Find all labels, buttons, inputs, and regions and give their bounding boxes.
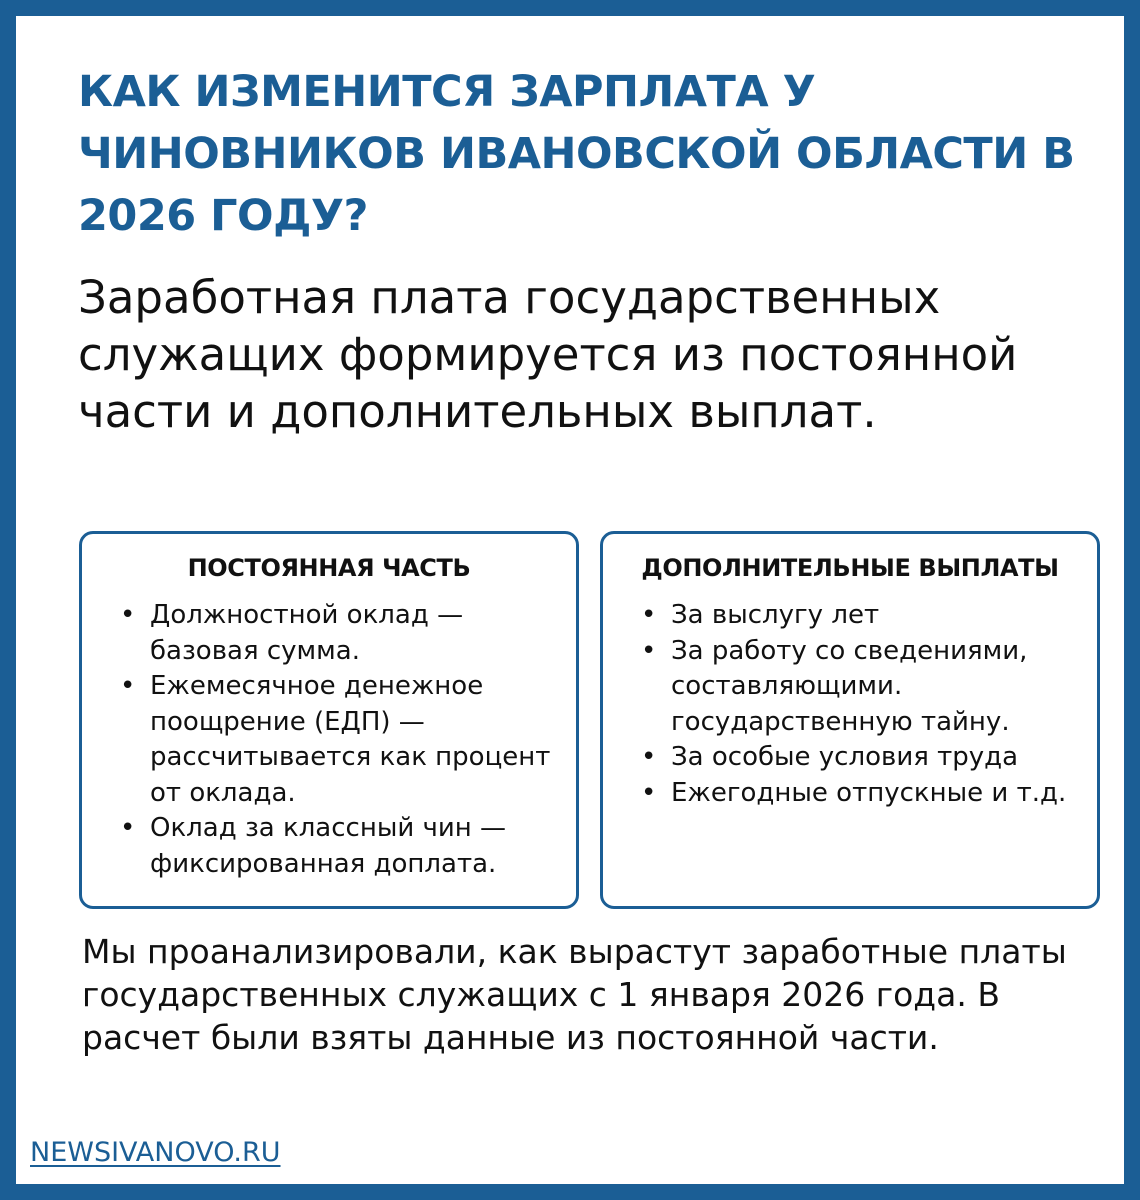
bullet-icon: •	[120, 600, 136, 630]
card-title: ДОПОЛНИТЕЛЬНЫЕ ВЫПЛАТЫ	[641, 554, 1059, 582]
list-item-text: Оклад за классный чин — фиксированная доплата.	[150, 813, 507, 879]
bullet-list	[82, 598, 576, 882]
bullet-icon: •	[641, 742, 657, 772]
list-item-text: Ежемесячное денежное поощрение (ЕДП) — рассчитывается как процент от оклада.	[150, 671, 551, 808]
bullet-icon: •	[641, 635, 657, 666]
list-item	[120, 669, 576, 811]
list-item-text: Должностной оклад — базовая сумма.	[150, 600, 464, 666]
page-title: КАК ИЗМЕНИТСЯ ЗАРПЛАТА У ЧИНОВНИКОВ ИВАНОВСКОЙ ОБЛАСТИ В 2026 ГОДУ?	[78, 67, 1075, 241]
list-item	[120, 598, 576, 669]
summary-paragraph: Мы проанализировали, как вырастут заработные платы государственных служащих с 1 января 2026 года. В расчет были взяты данные из постоянной части.	[82, 932, 1067, 1057]
list-item	[641, 634, 1097, 741]
bullet-icon: •	[120, 813, 136, 843]
list-item-text: За работу со сведениями, составляющими. государственную тайну.	[671, 635, 1028, 737]
bullet-list	[603, 598, 1097, 811]
card-fixed-part	[79, 531, 579, 909]
list-item-text: За выслугу лет	[671, 600, 880, 630]
card-title: ПОСТОЯННАЯ ЧАСТЬ	[187, 554, 471, 582]
list-item-text: Ежегодные отпускные и т.д.	[671, 777, 1067, 808]
bullet-icon: •	[641, 600, 657, 630]
source-link[interactable]: NEWSIVANOVO.RU	[30, 1137, 281, 1168]
list-item	[641, 776, 1097, 812]
bullet-icon: •	[641, 777, 657, 808]
list-item	[641, 740, 1097, 776]
card-additional-payments	[600, 531, 1100, 909]
list-item	[641, 598, 1097, 634]
list-item	[120, 811, 576, 882]
bullet-icon: •	[120, 671, 136, 701]
lead-paragraph: Заработная плата государственных служащих формируется из постоянной части и дополнительных выплат.	[78, 271, 1018, 438]
list-item-text: За особые условия труда	[671, 742, 1019, 772]
